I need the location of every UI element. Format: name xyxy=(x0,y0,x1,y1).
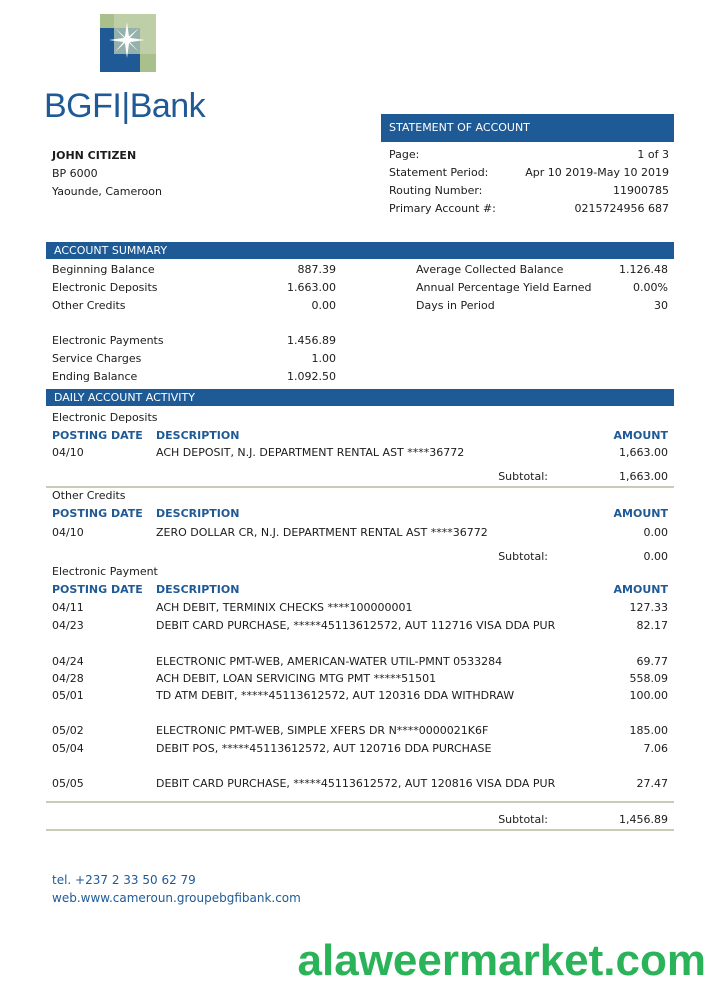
credits-section-title: Other Credits xyxy=(52,489,126,502)
statement-title-bar xyxy=(381,114,674,142)
electronic-payments-value: 1.456.89 xyxy=(287,334,336,347)
days-label: Days in Period xyxy=(416,299,495,312)
deposits-subtotal-row xyxy=(52,469,668,484)
watermark-text: alaweermarket.com xyxy=(297,936,706,985)
payments-subtotal-row xyxy=(52,812,668,827)
bank-name-light: Bank xyxy=(129,87,206,125)
col-description: DESCRIPTION xyxy=(156,507,240,520)
row-date: 05/02 xyxy=(52,724,84,737)
table-row xyxy=(52,741,668,756)
row-description: ACH DEPOSIT, N.J. DEPARTMENT RENTAL AST ****36772 xyxy=(156,446,465,459)
table-row xyxy=(52,723,668,738)
subtotal-value: 1,663.00 xyxy=(619,470,668,483)
row-description: ACH DEBIT, TERMINIX CHECKS ****100000001 xyxy=(156,601,413,614)
row-date: 05/01 xyxy=(52,689,84,702)
footer-website[interactable]: web.www.cameroun.groupebgfibank.com xyxy=(52,891,301,905)
row-description: DEBIT CARD PURCHASE, *****45113612572, AUT 112716 VISA DDA PUR xyxy=(156,619,556,632)
electronic-deposits-value: 1.663.00 xyxy=(287,281,336,294)
electronic-deposits-label: Electronic Deposits xyxy=(52,281,158,294)
row-date: 04/10 xyxy=(52,526,84,539)
table-row xyxy=(52,688,668,703)
period-value: Apr 10 2019-May 10 2019 xyxy=(525,166,669,179)
row-description: DEBIT CARD PURCHASE, *****45113612572, AUT 120816 VISA DDA PUR xyxy=(156,777,556,790)
table-row xyxy=(52,445,668,460)
credits-column-headers xyxy=(52,506,668,521)
divider xyxy=(46,486,674,488)
account-value: 0215724956 687 xyxy=(574,202,669,215)
row-amount: 100.00 xyxy=(629,689,668,702)
row-description: ACH DEBIT, LOAN SERVICING MTG PMT *****51501 xyxy=(156,672,437,685)
divider xyxy=(46,801,674,803)
other-credits-label: Other Credits xyxy=(52,299,126,312)
days-value: 30 xyxy=(654,299,668,312)
col-posting-date: POSTING DATE xyxy=(52,429,143,442)
page-value: 1 of 3 xyxy=(637,148,669,161)
footer-phone: tel. +237 2 33 50 62 79 xyxy=(52,873,196,887)
customer-address-line1: BP 6000 xyxy=(52,167,98,180)
row-description: TD ATM DEBIT, *****45113612572, AUT 120316 DDA WITHDRAW xyxy=(156,689,515,702)
row-amount: 82.17 xyxy=(636,619,668,632)
bank-name-divider: | xyxy=(121,87,130,125)
apy-label: Annual Percentage Yield Earned xyxy=(416,281,592,294)
row-amount: 69.77 xyxy=(636,655,668,668)
row-date: 05/04 xyxy=(52,742,84,755)
table-row xyxy=(52,776,668,791)
table-row xyxy=(52,654,668,669)
row-amount: 0.00 xyxy=(643,526,668,539)
table-row xyxy=(52,600,668,615)
col-amount: AMOUNT xyxy=(613,507,668,520)
col-posting-date: POSTING DATE xyxy=(52,583,143,596)
account-summary-title: ACCOUNT SUMMARY xyxy=(54,244,168,257)
divider xyxy=(46,829,674,831)
row-date: 04/24 xyxy=(52,655,84,668)
bank-name-bold: BGFI xyxy=(44,87,122,125)
col-posting-date: POSTING DATE xyxy=(52,507,143,520)
row-amount: 1,663.00 xyxy=(619,446,668,459)
payments-column-headers xyxy=(52,582,668,597)
col-amount: AMOUNT xyxy=(613,429,668,442)
avg-balance-value: 1.126.48 xyxy=(619,263,668,276)
subtotal-value: 1,456.89 xyxy=(619,813,668,826)
electronic-payments-label: Electronic Payments xyxy=(52,334,164,347)
table-row xyxy=(52,525,668,540)
subtotal-value: 0.00 xyxy=(643,550,668,563)
bank-wordmark xyxy=(44,86,205,126)
deposits-column-headers xyxy=(52,428,668,443)
subtotal-label: Subtotal: xyxy=(498,470,548,483)
row-amount: 7.06 xyxy=(643,742,668,755)
daily-activity-bar xyxy=(46,389,674,406)
apy-value: 0.00% xyxy=(633,281,668,294)
star-burst-icon xyxy=(100,14,156,72)
service-charges-value: 1.00 xyxy=(311,352,336,365)
row-date: 04/28 xyxy=(52,672,84,685)
avg-balance-label: Average Collected Balance xyxy=(416,263,564,276)
other-credits-value: 0.00 xyxy=(311,299,336,312)
service-charges-label: Service Charges xyxy=(52,352,142,365)
period-label: Statement Period: xyxy=(389,166,489,179)
col-amount: AMOUNT xyxy=(613,583,668,596)
row-amount: 558.09 xyxy=(629,672,668,685)
credits-subtotal-row xyxy=(52,549,668,564)
account-summary-bar xyxy=(46,242,674,259)
customer-block xyxy=(52,149,162,203)
row-description: ELECTRONIC PMT-WEB, SIMPLE XFERS DR N****0000021K6F xyxy=(156,724,489,737)
beginning-balance-value: 887.39 xyxy=(297,263,336,276)
table-row xyxy=(52,618,668,633)
table-row xyxy=(52,671,668,686)
subtotal-label: Subtotal: xyxy=(498,550,548,563)
summary-left xyxy=(52,263,336,388)
subtotal-label: Subtotal: xyxy=(498,813,548,826)
ending-balance-value: 1.092.50 xyxy=(287,370,336,383)
row-description: ELECTRONIC PMT-WEB, AMERICAN-WATER UTIL-PMNT 0533284 xyxy=(156,655,503,668)
row-date: 04/23 xyxy=(52,619,84,632)
row-amount: 27.47 xyxy=(636,777,668,790)
row-date: 05/05 xyxy=(52,777,84,790)
statement-info xyxy=(389,148,669,220)
summary-right xyxy=(416,263,668,317)
row-date: 04/10 xyxy=(52,446,84,459)
daily-activity-title: DAILY ACCOUNT ACTIVITY xyxy=(54,391,195,404)
payments-section-title: Electronic Payment xyxy=(52,565,158,578)
beginning-balance-label: Beginning Balance xyxy=(52,263,155,276)
routing-label: Routing Number: xyxy=(389,184,483,197)
row-date: 04/11 xyxy=(52,601,84,614)
row-amount: 185.00 xyxy=(629,724,668,737)
col-description: DESCRIPTION xyxy=(156,583,240,596)
row-description: DEBIT POS, *****45113612572, AUT 120716 DDA PURCHASE xyxy=(156,742,492,755)
row-amount: 127.33 xyxy=(629,601,668,614)
statement-title: STATEMENT OF ACCOUNT xyxy=(389,121,530,134)
deposits-section-title: Electronic Deposits xyxy=(52,411,158,424)
ending-balance-label: Ending Balance xyxy=(52,370,138,383)
row-description: ZERO DOLLAR CR, N.J. DEPARTMENT RENTAL AST ****36772 xyxy=(156,526,488,539)
routing-value: 11900785 xyxy=(613,184,669,197)
bank-logo xyxy=(100,14,156,72)
customer-name: JOHN CITIZEN xyxy=(52,149,137,162)
page-label: Page: xyxy=(389,148,420,161)
col-description: DESCRIPTION xyxy=(156,429,240,442)
account-label: Primary Account #: xyxy=(389,202,496,215)
customer-address-line2: Yaounde, Cameroon xyxy=(52,185,162,198)
